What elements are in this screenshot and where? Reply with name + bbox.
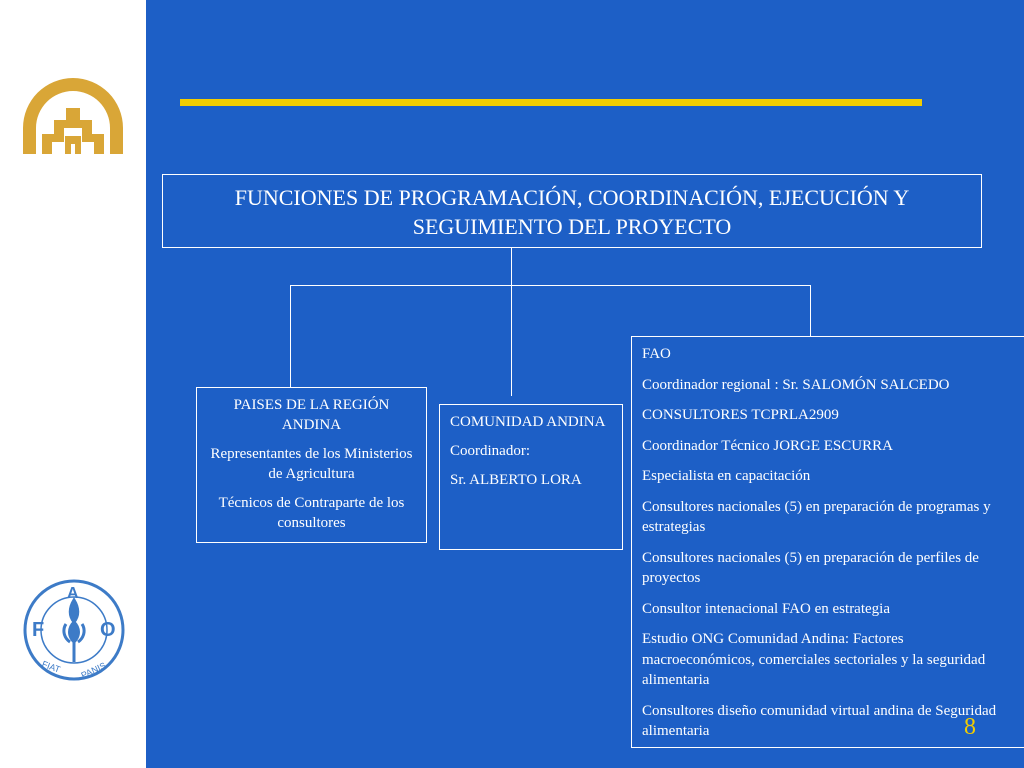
page-number: 8 (964, 714, 976, 740)
fao-national-consultants-profiles: Consultores nacionales (5) en preparación de perfiles de proyectos (642, 549, 979, 586)
connector-vertical-center (511, 248, 512, 396)
fao-regional-coordinator: Coordinador regional : Sr. SALOMÓN SALCEDO (642, 376, 950, 393)
fao-logo-letter-a: A (67, 585, 79, 602)
fao-logo-letter-f: F (32, 619, 45, 641)
left-sidebar (0, 0, 146, 768)
fao-technical-coordinator: Coordinador Técnico JORGE ESCURRA (642, 437, 893, 454)
fao-consultants-header: CONSULTORES TCPRLA2909 (642, 407, 839, 423)
fao-international-consultant: Consultor intenacional FAO en estrategia (642, 600, 890, 617)
can-heading: COMUNIDAD ANDINA (450, 414, 606, 430)
accent-bar (180, 99, 922, 106)
connector-horizontal (290, 285, 811, 286)
fao-training-specialist: Especialista en capacitación (642, 468, 811, 484)
andes-heading: PAISES DE LA REGIÓN ANDINA (233, 397, 390, 433)
fao-logo (22, 578, 126, 682)
can-coordinator-label: Coordinador: (450, 443, 530, 459)
fao-ngo-study: Estudio ONG Comunidad Andina: Factores macroeconómicos, comerciales sectoriales y la seguridad alimentaria (642, 631, 986, 688)
connector-left-drop (290, 285, 291, 387)
fao-heading: FAO (642, 346, 671, 362)
comunidad-andina-logo (18, 78, 128, 156)
andes-counterpart-technicians: Técnicos de Contraparte de los consultores (218, 495, 405, 531)
can-coordinator-name: Sr. ALBERTO LORA (450, 472, 582, 488)
andean-countries-box (196, 387, 427, 543)
fao-logo-motto-panis: PANIS (79, 660, 108, 681)
fao-logo-motto-fiat: FIAT (40, 658, 62, 675)
slide-title: FUNCIONES DE PROGRAMACIÓN, COORDINACIÓN, EJECUCIÓN Y SEGUIMIENTO DEL PROYECTO (234, 185, 910, 239)
connector-right-drop (810, 285, 811, 336)
andes-representatives: Representantes de los Ministerios de Agricultura (210, 446, 413, 482)
title-box (162, 174, 982, 248)
andean-community-box (439, 404, 623, 550)
fao-box (631, 336, 1024, 748)
fao-national-consultants-programs: Consultores nacionales (5) en preparación de programas y estrategias (642, 498, 991, 535)
fao-logo-letter-o: O (100, 619, 116, 641)
fao-virtual-community-consultants: Consultores diseño comunidad virtual andina de Seguridad alimentaria (642, 702, 997, 739)
